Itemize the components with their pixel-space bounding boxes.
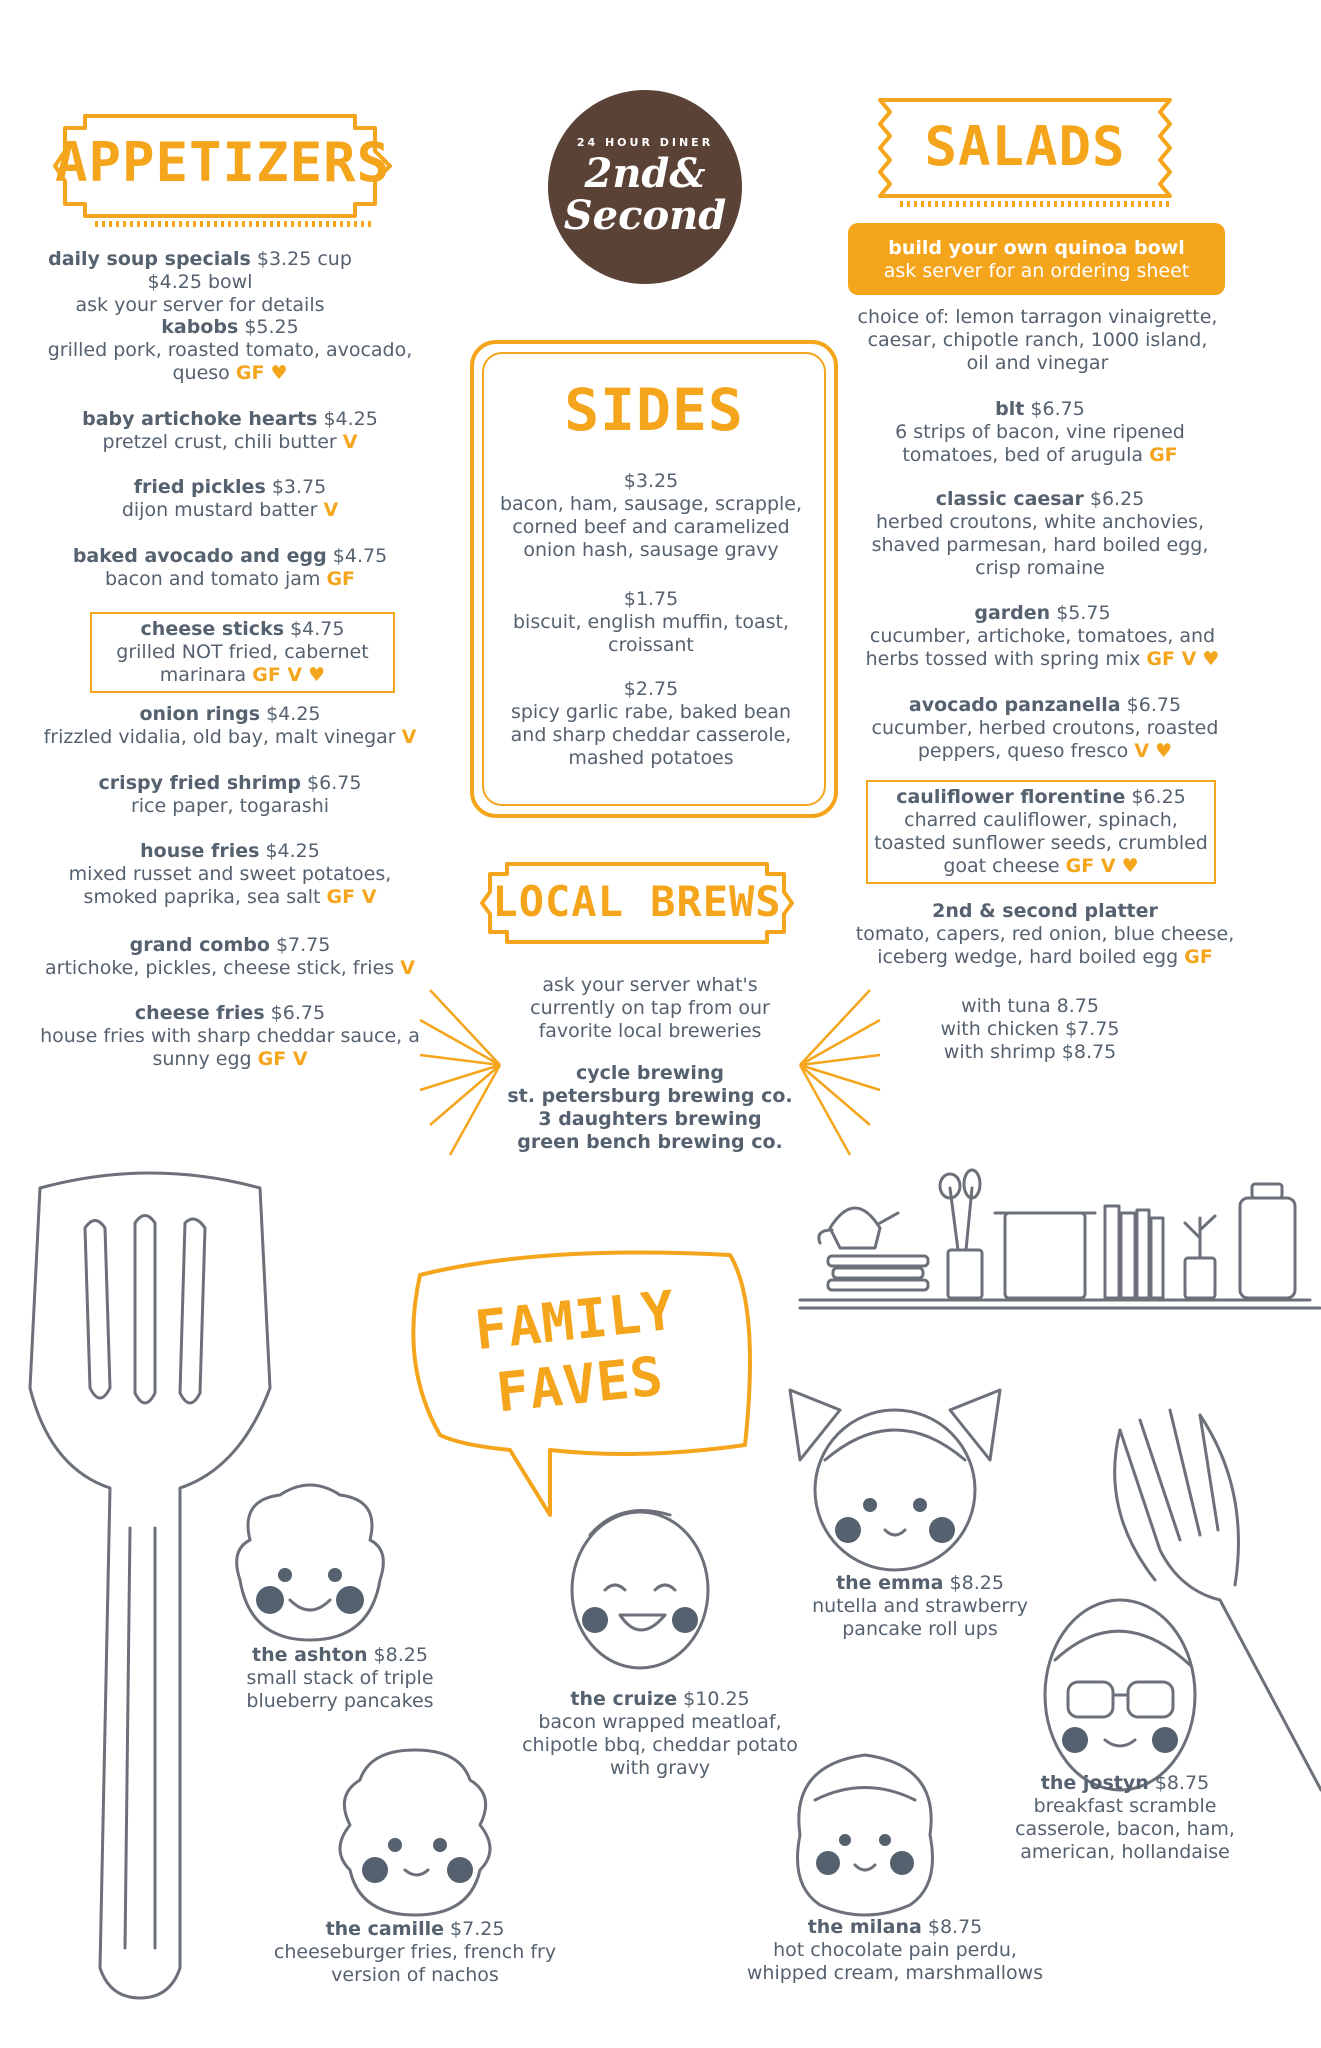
item-desc: cucumber, artichoke, tomatoes, and herbs tossed with spring mix — [865, 625, 1216, 670]
item-price: $3.25 cup $4.25 bowl — [147, 248, 352, 293]
item-price: $8.25 — [949, 1572, 1004, 1594]
heart-icon: ♥ — [1121, 855, 1139, 877]
menu-item — [850, 488, 1230, 580]
side-desc: biscuit, english muffin, toast, croissant — [512, 611, 789, 656]
diet-tags: GF — [326, 568, 356, 590]
item-desc: ask your server for details — [75, 294, 325, 316]
platter-addons — [880, 995, 1180, 1064]
item-price: $5.25 — [244, 316, 299, 338]
item-price: $6.75 — [1126, 694, 1182, 716]
item-name: the camille — [325, 1918, 444, 1940]
diet-tags: GF V — [1065, 855, 1116, 877]
menu-item — [850, 694, 1240, 763]
quinoa-sub: ask server for an ordering sheet — [883, 260, 1190, 282]
side-group — [492, 470, 810, 562]
diet-tags: V — [323, 499, 339, 521]
item-desc: frizzled vidalia, old bay, malt vinegar — [43, 726, 396, 748]
sides-heading: SIDES — [564, 376, 744, 444]
item-price: $6.25 — [1089, 488, 1145, 510]
item-name: the cruize — [570, 1688, 678, 1710]
item-price: $4.25 — [265, 840, 320, 862]
local-brews-banner — [482, 860, 792, 946]
item-desc: hot chocolate pain perdu, whipped cream, marshmallows — [746, 1939, 1044, 1984]
menu-item — [845, 602, 1240, 671]
item-desc: cheeseburger fries, french fry version of nachos — [273, 1941, 557, 1986]
item-desc: grilled pork, roasted tomato, avocado, queso — [47, 339, 413, 384]
side-price: $3.25 — [623, 470, 679, 492]
menu-item — [510, 1688, 810, 1780]
family-faves-heading-1: FAMILY — [471, 1278, 679, 1363]
item-desc: mixed russet and sweet potatoes, smoked paprika, sea salt — [68, 863, 392, 908]
item-price: $6.75 — [307, 772, 362, 794]
menu-item — [30, 703, 430, 749]
logo-name-line1: 2nd& — [584, 150, 706, 197]
item-desc: 6 strips of bacon, vine ripened tomatoes, bed of arugula — [895, 421, 1185, 466]
item-price: $4.75 — [290, 618, 345, 640]
logo — [548, 90, 742, 284]
kid-face-icon — [320, 1740, 510, 1930]
item-desc: rice paper, togarashi — [130, 795, 330, 817]
item-desc: artichoke, pickles, cheese stick, fries — [45, 957, 395, 979]
menu-item — [30, 1002, 430, 1071]
item-name: the emma — [836, 1572, 944, 1594]
side-price: $2.75 — [623, 678, 679, 700]
local-brews-heading: LOCAL BREWS — [492, 877, 782, 926]
brewery-name: st. petersburg brewing co. — [507, 1085, 793, 1107]
item-name: house fries — [140, 840, 260, 862]
menu-item — [70, 772, 390, 818]
menu-item — [30, 934, 430, 980]
item-name: garden — [974, 602, 1051, 624]
item-price: $4.25 — [266, 703, 321, 725]
menu-item — [55, 545, 405, 591]
side-group — [492, 588, 810, 657]
diet-tags: V — [342, 431, 358, 453]
brewery-name: 3 daughters brewing — [538, 1108, 762, 1130]
item-name: cheese fries — [134, 1002, 265, 1024]
item-price: $8.75 — [1154, 1772, 1210, 1794]
addon-line: with chicken $7.75 — [940, 1018, 1120, 1040]
side-desc: bacon, ham, sausage, scrapple, corned beef and caramelized onion hash, sausage gravy — [499, 493, 803, 561]
family-faves-heading-2: FAVES — [493, 1344, 667, 1425]
item-name: avocado panzanella — [908, 694, 1121, 716]
item-price: $8.25 — [373, 1644, 428, 1666]
item-desc: bacon and tomato jam — [104, 568, 321, 590]
menu-item — [770, 1572, 1070, 1641]
diet-tags: GF — [1184, 946, 1213, 968]
item-desc: pretzel crust, chili butter — [102, 431, 337, 453]
diet-tags: V — [400, 957, 415, 979]
quinoa-title: build your own quinoa bowl — [888, 237, 1185, 259]
item-price: $6.75 — [270, 1002, 326, 1024]
item-desc: herbed croutons, white anchovies, shaved parmesan, hard boiled egg, crisp romaine — [871, 511, 1209, 579]
menu-item — [70, 476, 390, 522]
item-desc: nutella and strawberry pancake roll ups — [812, 1595, 1028, 1640]
diet-tags: GF V — [326, 886, 377, 908]
addon-line: with shrimp $8.75 — [943, 1041, 1117, 1063]
appetizers-heading: APPETIZERS — [55, 131, 391, 194]
diet-tags: GF V — [1146, 648, 1197, 670]
menu-item — [200, 1644, 480, 1713]
diet-tags: GF — [1149, 444, 1178, 466]
item-desc: cucumber, herbed croutons, roasted peppers, queso fresco — [871, 717, 1219, 762]
appetizers-banner — [55, 106, 405, 226]
kitchen-shelf-icon — [800, 1168, 1320, 1318]
item-desc: grilled NOT fried, cabernet marinara — [116, 641, 369, 686]
item-price: $8.75 — [927, 1916, 983, 1938]
item-price: $3.75 — [271, 476, 327, 498]
item-desc: small stack of triple blueberry pancakes — [246, 1667, 434, 1712]
item-desc: breakfast scramble casserole, bacon, ham, american, hollandaise — [1015, 1795, 1235, 1863]
brewery-name: green bench brewing co. — [517, 1131, 783, 1153]
item-desc: tomato, capers, red onion, blue cheese, iceberg wedge, hard boiled egg — [855, 923, 1235, 968]
item-desc: charred cauliflower, spinach, toasted sunflower seeds, crumbled goat cheese — [874, 809, 1208, 877]
item-price: $4.75 — [332, 545, 388, 567]
item-name: cauliflower florentine — [896, 786, 1126, 808]
menu-item — [35, 840, 425, 909]
addon-line: with tuna 8.75 — [961, 995, 1099, 1017]
item-price: $10.25 — [683, 1688, 750, 1710]
diet-tags: GF V — [252, 664, 303, 686]
item-name: daily soup specials — [48, 248, 251, 270]
menu-item — [745, 1916, 1045, 1985]
item-price: $6.25 — [1131, 786, 1186, 808]
item-name: baked avocado and egg — [72, 545, 327, 567]
salads-heading: SALADS — [924, 115, 1126, 178]
diet-tags: V — [1134, 740, 1150, 762]
logo-name-line2: Second — [563, 192, 727, 239]
side-price: $1.75 — [623, 588, 679, 610]
diet-tags: V — [401, 726, 417, 748]
menu-item — [90, 612, 395, 693]
menu-item — [20, 248, 380, 317]
item-desc: house fries with sharp cheddar sauce, a sunny egg — [40, 1025, 420, 1070]
heart-icon: ♥ — [270, 362, 288, 384]
item-name: onion rings — [139, 703, 261, 725]
item-name: the milana — [807, 1916, 922, 1938]
item-name: the jostyn — [1040, 1772, 1149, 1794]
item-name: blt — [995, 398, 1025, 420]
item-price: $7.25 — [450, 1918, 505, 1940]
item-name: classic caesar — [935, 488, 1084, 510]
kid-face-icon — [780, 1380, 1010, 1580]
menu-item — [30, 316, 430, 385]
item-name: kabobs — [161, 316, 239, 338]
item-name: fried pickles — [133, 476, 266, 498]
heart-icon: ♥ — [1155, 740, 1173, 762]
quinoa-banner[interactable] — [848, 223, 1225, 295]
logo-tagline: 24 HOUR DINER — [576, 136, 714, 149]
kid-face-icon — [560, 1495, 720, 1675]
item-name: the ashton — [252, 1644, 368, 1666]
diet-tags: GF — [235, 362, 265, 384]
item-name: baby artichoke hearts — [82, 408, 318, 430]
item-price: $5.75 — [1056, 602, 1111, 624]
menu-item — [866, 780, 1216, 884]
brews-intro: ask your server what's currently on tap from our favorite local breweries — [530, 974, 770, 1042]
item-desc: dijon mustard batter — [121, 499, 318, 521]
item-desc: bacon wrapped meatloaf, chipotle bbq, cheddar potato with gravy — [522, 1711, 798, 1779]
menu-item — [265, 1918, 565, 1987]
menu-item — [990, 1772, 1260, 1864]
item-name: cheese sticks — [140, 618, 285, 640]
item-price: $4.25 — [323, 408, 378, 430]
item-name: crispy fried shrimp — [98, 772, 301, 794]
kid-face-icon — [220, 1480, 400, 1650]
item-price: $6.75 — [1030, 398, 1085, 420]
menu-item — [855, 900, 1235, 969]
diet-tags: GF V — [257, 1048, 308, 1070]
heart-icon: ♥ — [1202, 648, 1220, 670]
dressing-choices: choice of: lemon tarragon vinaigrette, caesar, chipotle ranch, 1000 island, oil and vinegar — [857, 306, 1218, 374]
menu-item — [860, 398, 1220, 467]
side-group — [492, 678, 810, 770]
heart-icon: ♥ — [308, 664, 326, 686]
brews-list — [480, 1062, 820, 1154]
item-price: $7.75 — [275, 934, 331, 956]
item-name: grand combo — [129, 934, 270, 956]
salads-banner — [870, 98, 1190, 208]
side-desc: spicy garlic rabe, baked bean and sharp cheddar casserole, mashed potatoes — [510, 701, 792, 769]
item-name: 2nd & second platter — [932, 900, 1158, 922]
menu-item — [50, 408, 410, 454]
brewery-name: cycle brewing — [576, 1062, 724, 1084]
